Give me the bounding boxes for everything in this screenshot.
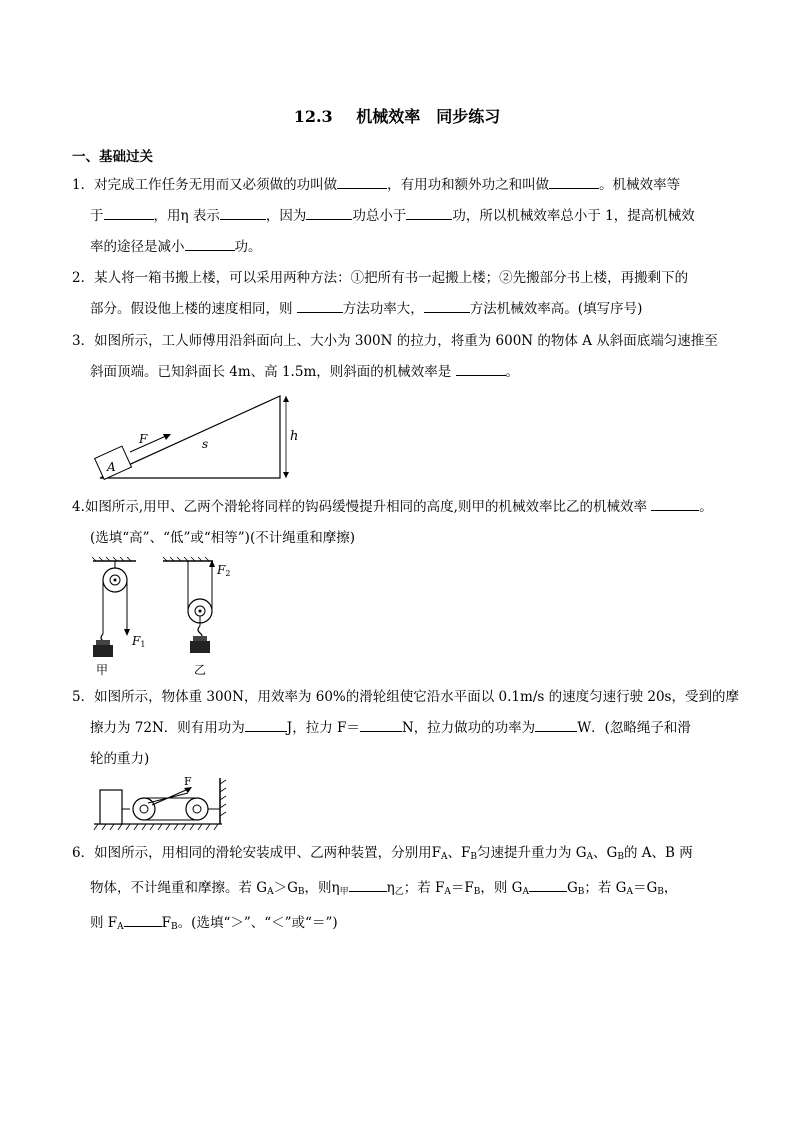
label-jia: 甲: [96, 663, 109, 677]
section-heading: 一、基础过关: [72, 149, 153, 165]
question-4: 4.如图所示,用甲、乙两个滑轮将同样的钩码缓慢提升相同的高度,则甲的机械效率比乙的机械效率 。 (选填“高”、“低”或“相等”)(不计绳重和摩擦): [72, 492, 728, 554]
label-yi: 乙: [194, 663, 207, 677]
label-f: F: [139, 432, 148, 446]
label-a: A: [107, 460, 116, 474]
label-h: h: [290, 429, 299, 444]
question-2: 2．某人将一箱书搬上楼，可以采用两种方法：①把所有书一起搬上楼；②先搬部分书上楼，再搬剩下的 部分。假设他上楼的速度相同，则 方法功率大， 方法机械效率高。(填写序号): [72, 270, 689, 317]
answer-blank[interactable]: [306, 206, 352, 221]
answer-blank[interactable]: [535, 718, 577, 733]
question-3: 3．如图所示，工人师傅用沿斜面向上、大小为 300N 的拉力，将重为 600N 的物体 A 从斜面底端匀速推至 斜面顶端。已知斜面长 4m、高 1.5m，则斜面的机械效率是 。: [72, 333, 718, 380]
question-5: 5．如图所示，物体重 300N，用效率为 60%的滑轮组使它沿水平面以 0.1m/s 的速度匀速行驶 20s，受到的摩 擦力为 72N．则有用功为 J，拉力 F＝ N，拉力做功的功率为 W．(忽略绳子和滑 轮的重力): [72, 689, 739, 767]
label-s: s: [202, 437, 209, 451]
answer-blank[interactable]: [424, 299, 470, 314]
label-f2: F2: [217, 563, 231, 578]
answer-blank[interactable]: [349, 878, 387, 893]
answer-blank[interactable]: [360, 718, 402, 733]
label-f: F: [184, 776, 192, 788]
answer-blank[interactable]: [297, 299, 343, 314]
answer-blank[interactable]: [529, 878, 567, 893]
incline-figure: [90, 390, 305, 485]
answer-blank[interactable]: [245, 718, 287, 733]
answer-blank[interactable]: [337, 175, 387, 190]
answer-blank[interactable]: [104, 206, 154, 221]
page-title: 12.3 机械效率 同步练习: [293, 107, 501, 126]
answer-blank[interactable]: [185, 237, 235, 252]
question-6: 6．如图所示，用相同的滑轮安装成甲、乙两种装置，分别用$F_A$、$F_B$匀速提升重力为 $G_A$、$G_B$的 A、B 两 物体，不计绳重和摩擦。若 $G_A>G_B$，则$\eta_甲$ $\eta_乙$；若 $F_A=F_B$，则 $G_A$ $G_B$；若 $G_A=G_B$， 则 $F_A$ $F_B$。(选填“＞”、“＜”或“＝”): [72, 845, 693, 932]
answer-blank[interactable]: [124, 913, 162, 928]
answer-blank[interactable]: [406, 206, 452, 221]
pulley-block-figure: [92, 776, 232, 832]
pulley-figure: [88, 556, 248, 678]
label-f1: F1: [132, 634, 146, 649]
answer-blank[interactable]: [220, 206, 266, 221]
question-1: 1．对完成工作任务无用而又必须做的功叫做 ，有用功和额外功之和叫做 。机械效率等 于 ，用η 表示 ，因为 功总小于 功，所以机械效率总小于 1，提高机械效 率的途径是减小 功。: [72, 170, 728, 263]
answer-blank[interactable]: [549, 175, 599, 190]
answer-blank[interactable]: [651, 497, 699, 512]
answer-blank[interactable]: [456, 362, 506, 377]
